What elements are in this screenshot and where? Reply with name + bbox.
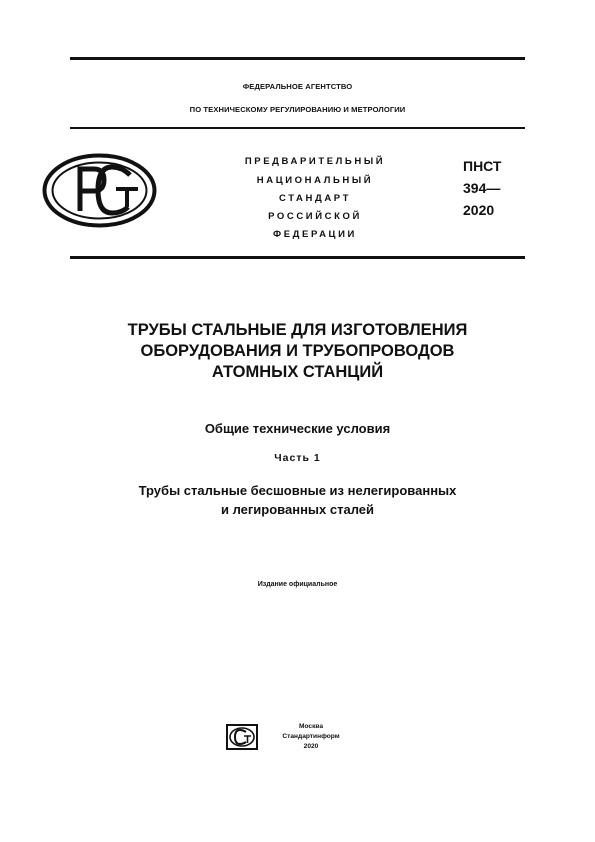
standard-type-line-5: ФЕДЕРАЦИИ <box>273 229 357 240</box>
code-number: 394— <box>463 180 501 196</box>
header-bottom-rule <box>70 256 525 259</box>
part-number: Часть 1 <box>274 452 321 464</box>
document-title <box>40 320 555 383</box>
part-title-line-2: и легированных сталей <box>220 502 375 517</box>
part-title <box>40 481 555 519</box>
publisher-year: 2020 <box>303 743 319 750</box>
standard-code <box>463 155 502 221</box>
standard-type-line-4: РОССИЙСКОЙ <box>268 211 362 222</box>
publisher-info <box>266 722 356 752</box>
rst-gost-logo-icon <box>42 153 157 228</box>
part-title-line-1: Трубы стальные бесшовные из нелегированных <box>138 483 457 498</box>
agency-rule <box>70 127 525 129</box>
code-prefix: ПНСТ <box>463 158 502 174</box>
standard-type-line-1: ПРЕДВАРИТЕЛЬНЫЙ <box>244 156 386 167</box>
standard-type-line-3: СТАНДАРТ <box>279 193 351 204</box>
top-rule <box>70 57 525 60</box>
code-year: 2020 <box>463 202 495 218</box>
agency-line-1: ФЕДЕРАЛЬНОЕ АГЕНТСТВО <box>242 82 353 91</box>
agency-line-2: ПО ТЕХНИЧЕСКОМУ РЕГУЛИРОВАНИЮ И МЕТРОЛОГИИ <box>189 105 406 114</box>
document-subtitle: Общие технические условия <box>204 421 391 436</box>
title-line-1: ТРУБЫ СТАЛЬНЫЕ ДЛЯ ИЗГОТОВЛЕНИЯ <box>127 321 468 339</box>
publisher-city: Москва <box>298 723 324 730</box>
standartinform-logo-icon <box>226 724 258 750</box>
edition-label: Издание официальное <box>257 581 338 588</box>
title-line-3: АТОМНЫХ СТАНЦИЙ <box>211 363 384 381</box>
standard-type-line-2: НАЦИОНАЛЬНЫЙ <box>256 175 374 186</box>
publisher-name: Стандартинформ <box>282 733 340 740</box>
title-line-2: ОБОРУДОВАНИЯ И ТРУБОПРОВОДОВ <box>140 342 455 360</box>
